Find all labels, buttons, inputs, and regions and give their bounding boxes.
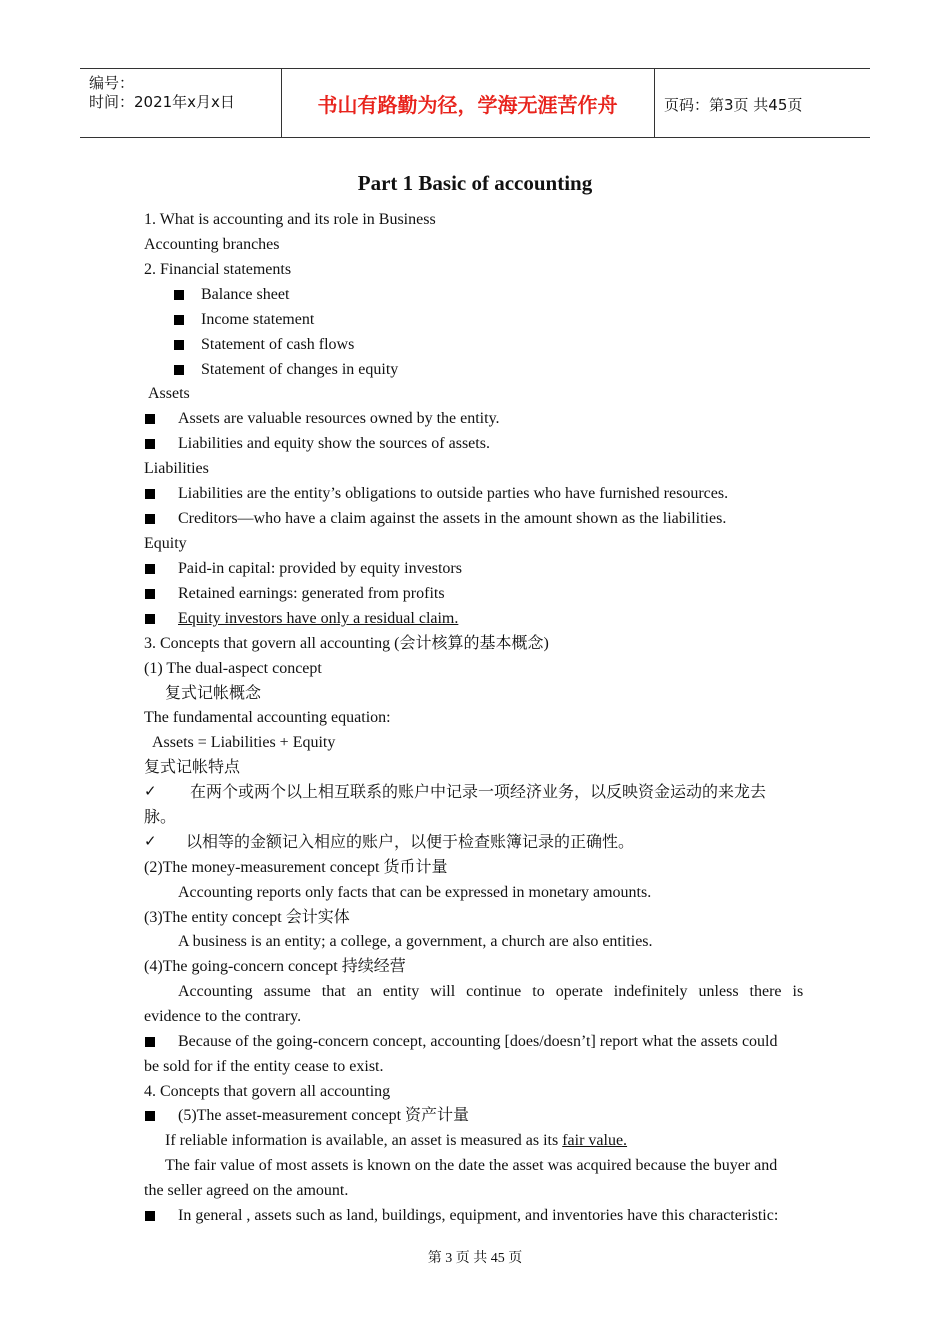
- assets-heading: Assets: [148, 385, 190, 402]
- going-concern-bullet-cont: be sold for if the entity cease to exist.: [144, 1058, 384, 1075]
- list-item: Retained earnings: generated from profits: [178, 585, 445, 602]
- fair-value-text-cont: the seller agreed on the amount.: [144, 1182, 349, 1199]
- bullet-square-icon: [145, 439, 155, 449]
- list-item: Liabilities are the entity’s obligations to outside parties who have furnished resources.: [178, 485, 729, 502]
- going-concern-text: Accounting assume that an entity will continue to operate indefinitely unless there is: [178, 983, 804, 1000]
- document-number-label: 编号：: [89, 74, 135, 92]
- header-motto-cell: [281, 69, 655, 137]
- list-item: Assets are valuable resources owned by the entity.: [178, 410, 500, 427]
- page-title: Part 1 Basic of accounting: [357, 171, 593, 195]
- equity-heading: Equity: [144, 535, 187, 552]
- assets-characteristic-bullet: In general , assets such as land, buildings, equipment, and inventories have this characteristic:: [178, 1207, 779, 1224]
- money-measurement-text: Accounting reports only facts that can be expressed in monetary amounts.: [178, 884, 652, 901]
- bullet-square-icon: [145, 589, 155, 599]
- accounting-equation-heading: The fundamental accounting equation:: [144, 709, 391, 726]
- accounting-equation: Assets = Liabilities + Equity: [152, 734, 336, 751]
- dual-aspect-concept-cn: 复式记帐概念: [165, 685, 262, 702]
- bullet-square-icon: [145, 489, 155, 499]
- entity-concept-text: A business is an entity; a college, a government, a church are also entities.: [178, 933, 653, 950]
- going-concern-bullet: Because of the going-concern concept, accounting [does/doesn’t] report what the assets could: [178, 1033, 778, 1050]
- dual-aspect-concept: (1) The dual-aspect concept: [144, 660, 322, 677]
- going-concern-text-cont: evidence to the contrary.: [144, 1008, 302, 1025]
- page-footer: 第 3 页 共 45 页: [427, 1251, 523, 1266]
- page-header: [80, 68, 870, 138]
- section-4-heading: 4. Concepts that govern all accounting: [144, 1083, 391, 1100]
- asset-measurement-text: [165, 1131, 627, 1151]
- list-item: Paid-in capital: provided by equity investors: [178, 560, 462, 577]
- bullet-square-icon: [145, 514, 155, 524]
- list-item: Liabilities and equity show the sources of assets.: [178, 435, 490, 452]
- bullet-square-icon: [145, 564, 155, 574]
- list-item: Statement of changes in equity: [201, 361, 399, 378]
- asset-measurement-concept: (5)The asset-measurement concept 资产计量: [178, 1107, 470, 1124]
- money-measurement-concept: (2)The money-measurement concept 货币计量: [144, 859, 448, 876]
- header-page-number: 页码：第3页 共45页: [664, 96, 803, 114]
- list-item: Statement of cash flows: [201, 336, 355, 353]
- fair-value-text: The fair value of most assets is known on the date the asset was acquired because the buyer and: [165, 1157, 778, 1174]
- list-item: Equity investors have only a residual claim.: [178, 610, 459, 627]
- section-3-heading: 3. Concepts that govern all accounting (会计核算的基本概念): [144, 635, 549, 652]
- bullet-square-icon: [145, 1111, 155, 1121]
- going-concern-concept: (4)The going-concern concept 持续经营: [144, 958, 406, 975]
- header-page-cell: [655, 69, 870, 137]
- bullet-square-icon: [145, 1211, 155, 1221]
- fair-value-term: fair value.: [562, 1132, 628, 1149]
- features-heading: 复式记帐特点: [144, 759, 241, 776]
- list-item: Creditors—who have a claim against the assets in the amount shown as the liabilities.: [178, 510, 727, 527]
- bullet-square-icon: [174, 315, 184, 325]
- bullet-square-icon: [145, 1037, 155, 1047]
- section-2-heading: 2. Financial statements: [144, 261, 292, 278]
- checkmark-icon: ✓: [144, 782, 157, 800]
- document-time-label: 时间：2021年x月x日: [89, 93, 235, 111]
- list-item: Income statement: [201, 311, 315, 328]
- feature-1: 在两个或两个以上相互联系的账户中记录一项经济业务，以反映资金运动的来龙去: [190, 784, 767, 801]
- bullet-square-icon: [145, 614, 155, 624]
- bullet-square-icon: [174, 365, 184, 375]
- list-item: Balance sheet: [201, 286, 290, 303]
- feature-2: 以相等的金额记入相应的账户，以便于检查账簿记录的正确性。: [186, 834, 635, 851]
- bullet-square-icon: [145, 414, 155, 424]
- header-motto: 书山有路勤为径，学海无涯苦作舟: [317, 93, 618, 117]
- asset-measurement-text-main: If reliable information is available, an asset is measured as its: [165, 1132, 563, 1149]
- bullet-square-icon: [174, 340, 184, 350]
- accounting-branches: Accounting branches: [144, 236, 280, 253]
- feature-1-cont: 脉。: [144, 809, 177, 826]
- section-1-heading: 1. What is accounting and its role in Business: [144, 211, 436, 228]
- entity-concept: (3)The entity concept 会计实体: [144, 909, 350, 926]
- header-meta-cell: [80, 69, 282, 137]
- liabilities-heading: Liabilities: [144, 460, 209, 477]
- checkmark-icon: ✓: [144, 832, 157, 850]
- bullet-square-icon: [174, 290, 184, 300]
